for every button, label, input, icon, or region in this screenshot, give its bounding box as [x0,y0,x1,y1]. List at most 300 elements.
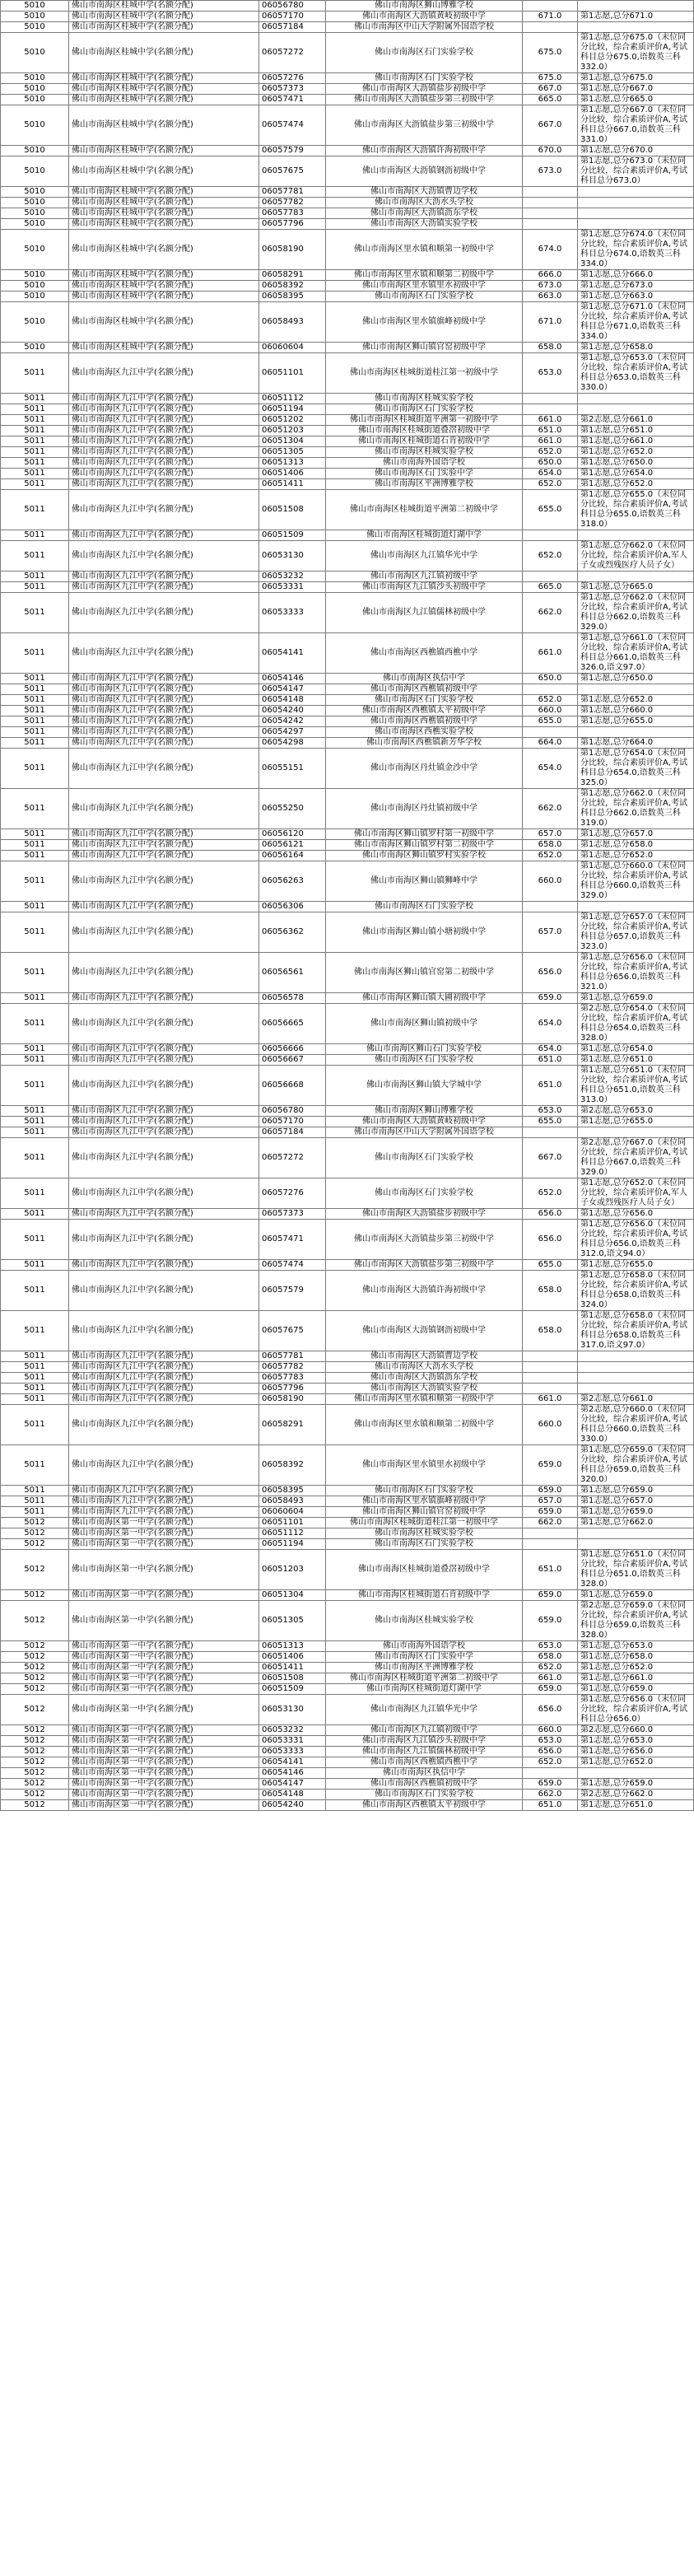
middle-school-code-cell: 06056780 [259,1,326,12]
middle-school-name-cell: 佛山市南海区桂城实验学校 [326,447,523,458]
score-cell: 656.0 [523,1209,578,1220]
table-row [1,1590,694,1601]
middle-school-name-cell: 佛山市南海区大沥镇盐步第三初级中学 [326,95,523,105]
remark-cell: 第1志愿,总分652.0 [578,1757,694,1768]
middle-school-code-cell: 06054147 [259,684,326,695]
score-cell: 659.0 [523,993,578,1004]
school-code-cell: 5010 [1,95,69,105]
school-code-cell: 5011 [1,1362,69,1373]
middle-school-code-cell: 06051203 [259,1550,326,1590]
middle-school-code-cell: 06054146 [259,674,326,684]
middle-school-code-cell: 06057782 [259,198,326,208]
table-row [1,1641,694,1652]
school-code-cell: 5011 [1,541,69,572]
school-name-cell: 佛山市南海区桂城中学(名额分配) [69,12,259,22]
middle-school-name-cell: 佛山市南海区西樵镇初级中学 [326,684,523,695]
remark-cell: 第1志愿,总分652.0 [578,851,694,861]
middle-school-name-cell: 佛山市南海区桂城街道叠滘初级中学 [326,426,523,436]
remark-cell: 第1志愿,总分662.0（末位同分比较，综合素质评价A,考试科目总分662.0,语数英三科329.0） [578,593,694,633]
table-row [1,1055,694,1066]
middle-school-code-cell: 06057170 [259,12,326,22]
middle-school-code-cell: 06051509 [259,530,326,541]
score-cell [523,187,578,198]
middle-school-name-cell: 佛山市南海区狮山镇小塘初级中学 [326,912,523,953]
school-code-cell: 5011 [1,436,69,447]
score-cell: 662.0 [523,593,578,633]
middle-school-code-cell: 06054242 [259,716,326,727]
middle-school-name-cell: 佛山市南海区大沥水头学校 [326,1362,523,1373]
school-name-cell: 佛山市南海区桂城中学(名额分配) [69,146,259,156]
school-name-cell: 佛山市南海区第一中学(名额分配) [69,1641,259,1652]
table-row [1,1695,694,1725]
middle-school-code-cell: 06051313 [259,1641,326,1652]
school-code-cell: 5012 [1,1528,69,1539]
table-row [1,749,694,789]
table-row [1,861,694,902]
middle-school-name-cell: 佛山市南海区大沥镇曹边学校 [326,1351,523,1362]
school-name-cell: 佛山市南海区九江中学(名额分配) [69,572,259,582]
middle-school-name-cell: 佛山市南海区桂城街道叠滘初级中学 [326,1550,523,1590]
school-name-cell: 佛山市南海区九江中学(名额分配) [69,1209,259,1220]
school-code-cell: 5011 [1,1271,69,1311]
middle-school-name-cell: 佛山市南海区中山大学附属外国语学校 [326,22,523,33]
score-cell [523,404,578,415]
score-cell: 659.0 [523,1779,578,1790]
remark-cell [578,198,694,208]
score-cell: 653.0 [523,353,578,394]
middle-school-name-cell: 佛山市南海区里水镇里水初级中学 [326,1445,523,1486]
table-row [1,458,694,469]
score-cell: 656.0 [523,1747,578,1757]
remark-cell [578,1362,694,1373]
score-cell [523,684,578,695]
remark-cell: 第1志愿,总分652.0（末位同分比较，综合素质评价A,军人子女或烈残医疗人员子女） [578,1178,694,1209]
middle-school-name-cell: 佛山市南海区大沥镇盐步第三初级中学 [326,105,523,146]
middle-school-code-cell: 06056578 [259,993,326,1004]
score-cell: 654.0 [523,1044,578,1055]
remark-cell [578,22,694,33]
middle-school-code-cell: 06051411 [259,479,326,490]
remark-cell: 第1志愿,总分651.0（末位同分比较，综合素质评价A,考试科目总分651.0,语数英三科313.0） [578,1066,694,1106]
school-name-cell: 佛山市南海区九江中学(名额分配) [69,1362,259,1373]
score-cell: 664.0 [523,738,578,749]
table-row [1,1209,694,1220]
middle-school-code-cell: 06056780 [259,1106,326,1117]
table-row [1,479,694,490]
remark-cell [578,1127,694,1138]
school-name-cell: 佛山市南海区九江中学(名额分配) [69,953,259,993]
school-name-cell: 佛山市南海区九江中学(名额分配) [69,1044,259,1055]
school-code-cell: 5011 [1,1507,69,1518]
middle-school-code-cell: 06057276 [259,73,326,84]
school-code-cell: 5011 [1,993,69,1004]
table-row [1,1066,694,1106]
middle-school-name-cell: 佛山市南海区狮山镇罗村第一初级中学 [326,829,523,840]
remark-cell: 第1志愿,总分652.0 [578,479,694,490]
remark-cell: 第1志愿,总分657.0（末位同分比较，综合素质评价A,考试科目总分657.0,语数英三科323.0） [578,912,694,953]
middle-school-code-cell: 06051508 [259,1673,326,1684]
table-row [1,582,694,593]
school-name-cell: 佛山市南海区第一中学(名额分配) [69,1800,259,1811]
score-cell: 665.0 [523,582,578,593]
admission-table-body [1,1,694,1811]
score-cell: 660.0 [523,1725,578,1736]
table-row [1,302,694,343]
middle-school-code-cell: 06057675 [259,1311,326,1351]
middle-school-name-cell: 佛山市南海区九江镇沙头初级中学 [326,582,523,593]
remark-cell: 第1志愿,总分657.0 [578,1496,694,1507]
school-code-cell: 5012 [1,1684,69,1695]
score-cell: 660.0 [523,861,578,902]
middle-school-code-cell: 06057781 [259,1351,326,1362]
middle-school-code-cell: 06051305 [259,1601,326,1641]
remark-cell [578,1,694,12]
middle-school-name-cell: 佛山市南海区西樵镇新芳华学校 [326,738,523,749]
middle-school-code-cell: 06051304 [259,436,326,447]
school-code-cell: 5011 [1,593,69,633]
table-row [1,1127,694,1138]
school-name-cell: 佛山市南海区九江中学(名额分配) [69,902,259,912]
school-code-cell: 5011 [1,716,69,727]
score-cell: 655.0 [523,1117,578,1127]
middle-school-name-cell: 佛山市南海区九江镇儒林初级中学 [326,593,523,633]
school-name-cell: 佛山市南海区九江中学(名额分配) [69,738,259,749]
school-name-cell: 佛山市南海区九江中学(名额分配) [69,829,259,840]
school-name-cell: 佛山市南海区九江中学(名额分配) [69,436,259,447]
score-cell: 657.0 [523,912,578,953]
score-cell [523,1127,578,1138]
score-cell: 656.0 [523,1220,578,1260]
score-cell: 673.0 [523,281,578,292]
middle-school-code-cell: 06060604 [259,1507,326,1518]
school-code-cell: 5011 [1,749,69,789]
score-cell: 651.0 [523,1055,578,1066]
middle-school-name-cell: 佛山市南海区西樵实验学校 [326,727,523,738]
school-name-cell: 佛山市南海区第一中学(名额分配) [69,1757,259,1768]
middle-school-code-cell: 06057782 [259,1362,326,1373]
table-row [1,1673,694,1684]
score-cell: 671.0 [523,12,578,22]
school-code-cell: 5011 [1,727,69,738]
middle-school-code-cell: 06057474 [259,1260,326,1271]
middle-school-name-cell: 佛山市南海区大沥镇钢沥初级中学 [326,1311,523,1351]
remark-cell: 第1志愿,总分664.0 [578,738,694,749]
score-cell: 651.0 [523,1550,578,1590]
middle-school-code-cell: 06057471 [259,1220,326,1260]
table-row [1,469,694,479]
table-row [1,1800,694,1811]
table-row [1,1725,694,1736]
school-code-cell: 5012 [1,1663,69,1673]
table-row [1,593,694,633]
school-code-cell: 5011 [1,1004,69,1044]
school-code-cell: 5010 [1,22,69,33]
middle-school-code-cell: 06056164 [259,851,326,861]
school-name-cell: 佛山市南海区九江中学(名额分配) [69,394,259,404]
score-cell [523,530,578,541]
middle-school-code-cell: 06051406 [259,1652,326,1663]
table-row [1,105,694,146]
school-code-cell: 5011 [1,902,69,912]
middle-school-code-cell: 06051194 [259,1539,326,1550]
school-name-cell: 佛山市南海区九江中学(名额分配) [69,1066,259,1106]
score-cell: 657.0 [523,829,578,840]
table-row [1,281,694,292]
school-code-cell: 5011 [1,861,69,902]
middle-school-name-cell: 佛山市南海区大沥镇实验学校 [326,219,523,230]
middle-school-name-cell: 佛山市南海区西樵镇初级中学 [326,716,523,727]
table-row [1,1373,694,1384]
school-code-cell: 5011 [1,1496,69,1507]
table-row [1,447,694,458]
remark-cell: 第2志愿,总分653.0 [578,1106,694,1117]
school-code-cell: 5011 [1,582,69,593]
middle-school-code-cell: 06058291 [259,270,326,281]
middle-school-name-cell: 佛山市南海区大沥镇许海初级中学 [326,146,523,156]
remark-cell: 第1志愿,总分656.0（末位同分比较，综合素质评价A,考试科目总分656.0） [578,1695,694,1725]
remark-cell: 第1志愿,总分671.0 [578,12,694,22]
middle-school-code-cell: 06053232 [259,572,326,582]
score-cell: 658.0 [523,343,578,353]
school-code-cell: 5011 [1,706,69,716]
remark-cell: 第1志愿,总分651.0（末位同分比较，综合素质评价A,考试科目总分651.0,语数英三科328.0） [578,1550,694,1590]
middle-school-name-cell: 佛山市南海区石门实验学校 [326,902,523,912]
middle-school-name-cell: 佛山市南海区狮山镇官窑初级中学 [326,1507,523,1518]
school-name-cell: 佛山市南海区九江中学(名额分配) [69,447,259,458]
school-name-cell: 佛山市南海区九江中学(名额分配) [69,458,259,469]
school-code-cell: 5012 [1,1695,69,1725]
school-code-cell: 5010 [1,302,69,343]
score-cell: 655.0 [523,1260,578,1271]
remark-cell: 第1志愿,总分652.0 [578,695,694,706]
table-row [1,404,694,415]
school-code-cell: 5011 [1,674,69,684]
school-name-cell: 佛山市南海区九江中学(名额分配) [69,1271,259,1311]
middle-school-code-cell: 06053232 [259,1725,326,1736]
school-code-cell: 5012 [1,1601,69,1641]
table-row [1,840,694,851]
remark-cell: 第1志愿,总分655.0 [578,1117,694,1127]
school-code-cell: 5012 [1,1779,69,1790]
school-code-cell: 5011 [1,572,69,582]
school-code-cell: 5011 [1,1044,69,1055]
score-cell: 663.0 [523,292,578,302]
school-code-cell: 5011 [1,1055,69,1066]
middle-school-code-cell: 06054141 [259,633,326,674]
middle-school-name-cell: 佛山市南海外国语学校 [326,1641,523,1652]
score-cell: 655.0 [523,716,578,727]
middle-school-name-cell: 佛山市南海区桂城街道石肯初级中学 [326,436,523,447]
remark-cell: 第1志愿,总分659.0 [578,1779,694,1790]
school-name-cell: 佛山市南海区九江中学(名额分配) [69,912,259,953]
middle-school-name-cell: 佛山市南海区桂城街道平洲第一初级中学 [326,415,523,426]
school-code-cell: 5010 [1,146,69,156]
middle-school-name-cell: 佛山市南海区大沥镇许海初级中学 [326,1271,523,1311]
school-name-cell: 佛山市南海区九江中学(名额分配) [69,541,259,572]
school-code-cell: 5010 [1,219,69,230]
school-name-cell: 佛山市南海区九江中学(名额分配) [69,749,259,789]
table-row [1,1528,694,1539]
middle-school-code-cell: 06057783 [259,208,326,219]
table-row [1,716,694,727]
table-row [1,436,694,447]
table-row [1,1663,694,1673]
score-cell: 651.0 [523,1800,578,1811]
school-code-cell: 5011 [1,829,69,840]
school-code-cell: 5012 [1,1800,69,1811]
school-name-cell: 佛山市南海区九江中学(名额分配) [69,840,259,851]
remark-cell: 第1志愿,总分659.0 [578,1590,694,1601]
school-name-cell: 佛山市南海区桂城中学(名额分配) [69,219,259,230]
table-row [1,572,694,582]
school-code-cell: 5010 [1,292,69,302]
school-code-cell: 5012 [1,1747,69,1757]
school-name-cell: 佛山市南海区九江中学(名额分配) [69,1127,259,1138]
table-row [1,415,694,426]
school-code-cell: 5010 [1,156,69,187]
middle-school-code-cell: 06051112 [259,1528,326,1539]
middle-school-code-cell: 06057471 [259,95,326,105]
school-name-cell: 佛山市南海区九江中学(名额分配) [69,706,259,716]
score-cell: 653.0 [523,1736,578,1747]
school-name-cell: 佛山市南海区第一中学(名额分配) [69,1736,259,1747]
remark-cell: 第1志愿,总分658.0 [578,840,694,851]
middle-school-code-cell: 06051305 [259,447,326,458]
score-cell: 660.0 [523,706,578,716]
score-cell: 658.0 [523,1311,578,1351]
middle-school-code-cell: 06058392 [259,281,326,292]
middle-school-name-cell: 佛山市南海区大沥镇沥东学校 [326,208,523,219]
middle-school-code-cell: 06054141 [259,1757,326,1768]
school-name-cell: 佛山市南海区桂城中学(名额分配) [69,208,259,219]
table-row [1,1768,694,1779]
middle-school-name-cell: 佛山市南海区大沥镇盐步第三初级中学 [326,1260,523,1271]
school-name-cell: 佛山市南海区九江中学(名额分配) [69,530,259,541]
school-name-cell: 佛山市南海区九江中学(名额分配) [69,1138,259,1178]
score-cell: 656.0 [523,1695,578,1725]
middle-school-code-cell: 06058493 [259,302,326,343]
school-name-cell: 佛山市南海区第一中学(名额分配) [69,1695,259,1725]
school-name-cell: 佛山市南海区第一中学(名额分配) [69,1779,259,1790]
table-row [1,292,694,302]
middle-school-name-cell: 佛山市南海区桂城街道灯湖中学 [326,530,523,541]
remark-cell: 第1志愿,总分662.0（末位同分比较，综合素质评价A,军人子女或烈残医疗人员子女） [578,541,694,572]
school-name-cell: 佛山市南海区第一中学(名额分配) [69,1528,259,1539]
middle-school-name-cell: 佛山市南海区狮山博雅学校 [326,1106,523,1117]
school-name-cell: 佛山市南海区九江中学(名额分配) [69,861,259,902]
school-code-cell: 5011 [1,530,69,541]
remark-cell: 第1志愿,总分656.0（末位同分比较，综合素质评价A,考试科目总分656.0,语数英三科321.0） [578,953,694,993]
table-row [1,146,694,156]
middle-school-code-cell: 06051411 [259,1663,326,1673]
middle-school-name-cell: 佛山市南海区石门实验学校 [326,1486,523,1496]
table-row [1,426,694,436]
school-name-cell: 佛山市南海区九江中学(名额分配) [69,716,259,727]
remark-cell: 第1志愿,总分659.0 [578,1486,694,1496]
middle-school-code-cell: 06051101 [259,1518,326,1528]
school-name-cell: 佛山市南海区九江中学(名额分配) [69,695,259,706]
remark-cell [578,187,694,198]
score-cell: 655.0 [523,490,578,530]
middle-school-name-cell: 佛山市南海区桂城街道桂江第一初级中学 [326,353,523,394]
score-cell: 659.0 [523,1486,578,1496]
school-name-cell: 佛山市南海区九江中学(名额分配) [69,353,259,394]
table-row [1,1351,694,1362]
middle-school-code-cell: 06057579 [259,1271,326,1311]
middle-school-code-cell: 06056667 [259,1055,326,1066]
middle-school-code-cell: 06057184 [259,22,326,33]
table-row [1,1779,694,1790]
score-cell: 659.0 [523,1445,578,1486]
score-cell: 654.0 [523,469,578,479]
school-name-cell: 佛山市南海区九江中学(名额分配) [69,582,259,593]
school-name-cell: 佛山市南海区九江中学(名额分配) [69,851,259,861]
middle-school-code-cell: 06058392 [259,1445,326,1486]
remark-cell [578,1384,694,1394]
table-row [1,1004,694,1044]
middle-school-code-cell: 06055151 [259,749,326,789]
middle-school-code-cell: 06057781 [259,187,326,198]
middle-school-name-cell: 佛山市南海区西樵镇西樵中学 [326,1757,523,1768]
middle-school-name-cell: 佛山市南海区西樵镇太平初级中学 [326,1800,523,1811]
school-code-cell: 5011 [1,1209,69,1220]
score-cell: 675.0 [523,73,578,84]
middle-school-name-cell: 佛山市南海区石门实验学校 [326,1790,523,1800]
school-code-cell: 5010 [1,12,69,22]
table-row [1,953,694,993]
remark-cell: 第1志愿,总分661.0 [578,1673,694,1684]
table-row [1,198,694,208]
remark-cell: 第1志愿,总分651.0 [578,426,694,436]
school-name-cell: 佛山市南海区桂城中学(名额分配) [69,281,259,292]
middle-school-name-cell: 佛山市南海区九江镇儒林初级中学 [326,1747,523,1757]
school-code-cell: 5010 [1,208,69,219]
school-name-cell: 佛山市南海区第一中学(名额分配) [69,1790,259,1800]
school-code-cell: 5012 [1,1736,69,1747]
table-row [1,1601,694,1641]
score-cell: 652.0 [523,851,578,861]
school-name-cell: 佛山市南海区九江中学(名额分配) [69,1496,259,1507]
score-cell: 652.0 [523,695,578,706]
score-cell: 675.0 [523,33,578,73]
score-cell: 652.0 [523,479,578,490]
table-row [1,1260,694,1271]
remark-cell [578,404,694,415]
school-name-cell: 佛山市南海区第一中学(名额分配) [69,1539,259,1550]
remark-cell: 第1志愿,总分651.0 [578,1800,694,1811]
school-name-cell: 佛山市南海区九江中学(名额分配) [69,1117,259,1127]
school-code-cell: 5010 [1,187,69,198]
remark-cell: 第1志愿,总分657.0 [578,829,694,840]
remark-cell: 第1志愿,总分674.0（末位同分比较，综合素质评价A,考试科目总分674.0,语数英三科334.0） [578,230,694,270]
table-row [1,1138,694,1178]
school-code-cell: 5012 [1,1641,69,1652]
table-row [1,208,694,219]
middle-school-name-cell: 佛山市南海外国语学校 [326,458,523,469]
table-row [1,1394,694,1405]
school-code-cell: 5011 [1,1220,69,1260]
school-name-cell: 佛山市南海区第一中学(名额分配) [69,1663,259,1673]
middle-school-name-cell: 佛山市南海区执信中学 [326,1768,523,1779]
table-row [1,1486,694,1496]
remark-cell: 第1志愿,总分654.0（末位同分比较，综合素质评价A,考试科目总分654.0,语数英三科325.0） [578,749,694,789]
middle-school-name-cell: 佛山市南海区桂城街道平洲第二初级中学 [326,490,523,530]
score-cell: 658.0 [523,1271,578,1311]
score-cell [523,1528,578,1539]
school-name-cell: 佛山市南海区桂城中学(名额分配) [69,230,259,270]
middle-school-code-cell: 06053331 [259,1736,326,1747]
middle-school-code-cell: 06056362 [259,912,326,953]
